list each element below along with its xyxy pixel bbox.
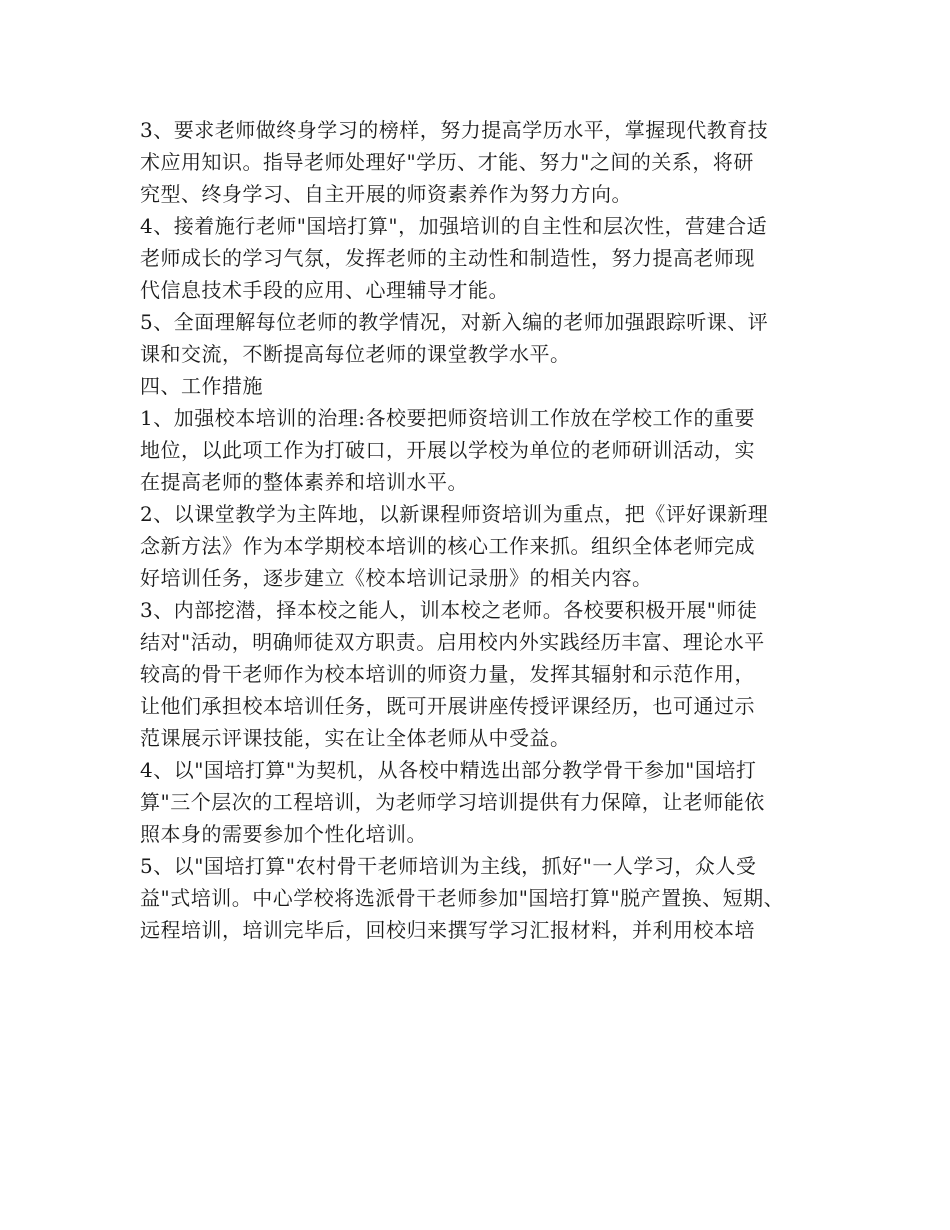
text-line: 让他们承担校本培训任务，既可开展讲座传授评课经历，也可通过示 — [140, 694, 755, 718]
text-line: 益"式培训。中心学校将选派骨干老师参加"国培打算"脱产置换、短期、 — [140, 886, 785, 910]
text-line: 结对"活动，明确师徒双方职责。启用校内外实践经历丰富、理论水平 — [140, 630, 765, 654]
text-line: 照本身的需要参加个性化培训。 — [140, 822, 427, 846]
text-line: 念新方法》作为本学期校本培训的核心工作来抓。组织全体老师完成 — [140, 534, 755, 558]
text-line: 老师成长的学习气氛，发挥老师的主动性和制造性，努力提高老师现 — [140, 246, 755, 270]
text-line: 1、加强校本培训的治理:各校要把师资培训工作放在学校工作的重要 — [140, 406, 755, 430]
section-heading: 四、工作措施 — [140, 374, 263, 398]
text-line: 在提高老师的整体素养和培训水平。 — [140, 470, 468, 494]
text-line: 算"三个层次的工程培训，为老师学习培训提供有力保障，让老师能依 — [140, 790, 765, 814]
text-line: 3、内部挖潜，择本校之能人，训本校之老师。各校要积极开展"师徒 — [140, 598, 758, 622]
text-line: 5、以"国培打算"农村骨干老师培训为主线，抓好"一人学习，众人受 — [140, 854, 757, 878]
text-line: 术应用知识。指导老师处理好"学历、才能、努力"之间的关系，将研 — [140, 150, 754, 174]
text-line: 代信息技术手段的应用、心理辅导才能。 — [140, 278, 509, 302]
text-line: 较高的骨干老师作为校本培训的师资力量，发挥其辐射和示范作用， — [140, 662, 755, 686]
text-line: 3、要求老师做终身学习的榜样，努力提高学历水平，掌握现代教育技 — [140, 118, 769, 142]
text-line: 4、以"国培打算"为契机，从各校中精选出部分教学骨干参加"国培打 — [140, 758, 757, 782]
text-line: 地位，以此项工作为打破口，开展以学校为单位的老师研训活动，实 — [140, 438, 755, 462]
text-line: 4、接着施行老师"国培打算"，加强培训的自主性和层次性，营建合适 — [140, 214, 768, 238]
text-line: 课和交流，不断提高每位老师的课堂教学水平。 — [140, 342, 571, 366]
text-line: 范课展示评课技能，实在让全体老师从中受益。 — [140, 726, 571, 750]
text-line: 远程培训，培训完毕后，回校归来撰写学习汇报材料，并利用校本培 — [140, 918, 755, 942]
text-line: 2、以课堂教学为主阵地，以新课程师资培训为重点，把《评好课新理 — [140, 502, 769, 526]
text-line: 究型、终身学习、自主开展的师资素养作为努力方向。 — [140, 182, 632, 206]
text-line: 好培训任务，逐步建立《校本培训记录册》的相关内容。 — [140, 566, 653, 590]
document-body — [140, 114, 820, 946]
text-line: 5、全面理解每位老师的教学情况，对新入编的老师加强跟踪听课、评 — [140, 310, 769, 334]
